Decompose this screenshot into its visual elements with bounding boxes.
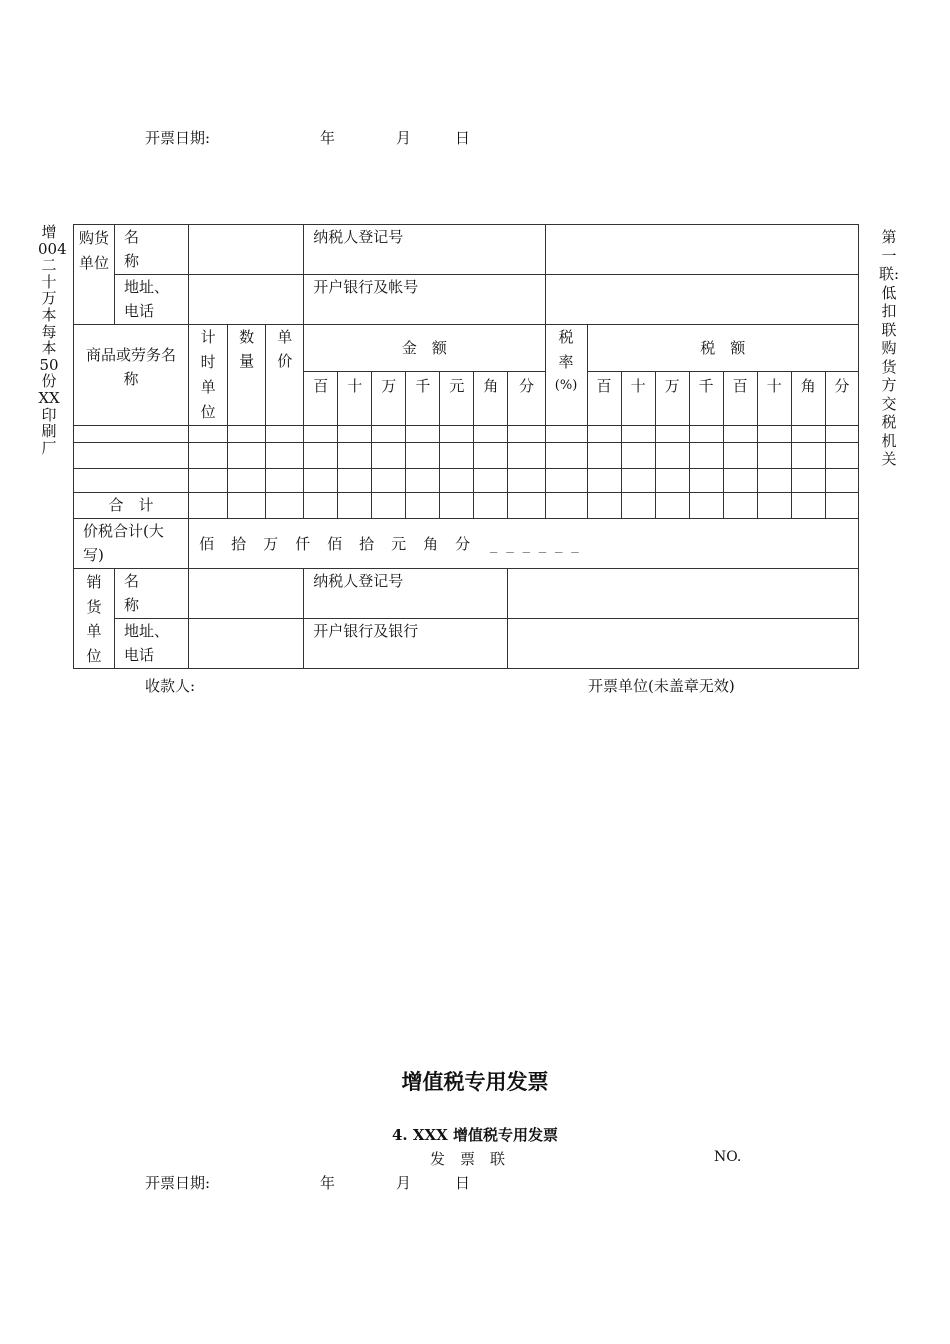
total-row (74, 493, 859, 519)
capital-total-units: 佰 拾 万 仟 佰 拾 元 角 分 (199, 534, 472, 553)
amount-digit-wan: 万 (372, 372, 406, 426)
capital-total-blanks: _ _ _ _ _ _ (489, 534, 581, 553)
bottom-issue-date-year: 年 (320, 1174, 336, 1192)
table-row[interactable] (74, 426, 859, 443)
amount-digit-jiao: 角 (474, 372, 508, 426)
capital-total-label: 价税合计(大写) (74, 519, 189, 569)
goods-name-header: 商品或劳务名称 (74, 325, 189, 426)
amount-header: 金 额 (304, 325, 545, 372)
total-label: 合 计 (74, 493, 189, 519)
document-subtitle: 4. XXX 增值税专用发票 (391, 1126, 559, 1144)
seller-address-field[interactable] (189, 619, 304, 669)
seller-bank-label: 开户银行及银行 (304, 619, 508, 669)
seller-group-label: 销货单位 (74, 569, 115, 669)
buyer-taxpayer-reg-label: 纳税人登记号 (304, 225, 545, 275)
issue-date-label: 开票日期: (145, 129, 211, 147)
invoice-number-label: NO. (714, 1149, 742, 1165)
document-title: 增值税专用发票 (401, 1070, 549, 1094)
tax-digit-hundred: 百 (723, 372, 757, 426)
quantity-header: 数量 (228, 325, 266, 426)
amount-digit-hundred-thousand: 百 (304, 372, 338, 426)
invoice-table (73, 224, 859, 669)
tax-amount-header: 税 额 (587, 325, 858, 372)
tax-digit-jiao: 角 (791, 372, 825, 426)
issue-date-month: 月 (396, 129, 412, 147)
copy-label: 发 票 联 (430, 1150, 506, 1168)
buyer-address-field[interactable] (189, 275, 304, 325)
bottom-issue-date-label: 开票日期: (145, 1174, 211, 1192)
seller-bank-field[interactable] (508, 619, 859, 669)
left-margin-text: 增004二十万本每本50份XX印刷厂 (38, 223, 67, 457)
buyer-bank-label: 开户银行及帐号 (304, 275, 545, 325)
bottom-issue-date-month: 月 (396, 1174, 412, 1192)
tax-digit-ten: 十 (757, 372, 791, 426)
tax-rate-unit: (%) (554, 378, 578, 393)
seller-address-label: 地址、电话 (115, 619, 189, 669)
seller-taxpayer-reg-label: 纳税人登记号 (304, 569, 508, 619)
seller-name-label: 名称 (115, 569, 189, 619)
tax-rate-label: 税率 (558, 328, 574, 371)
buyer-name-label: 名称 (115, 225, 189, 275)
buyer-taxpayer-reg-field[interactable] (545, 225, 859, 275)
unit-price-header: 单价 (266, 325, 304, 426)
payee-label: 收款人: (145, 677, 196, 695)
amount-digit-thousand: 千 (406, 372, 440, 426)
seller-taxpayer-reg-field[interactable] (508, 569, 859, 619)
buyer-name-field[interactable] (189, 225, 304, 275)
tax-digit-thousand: 千 (689, 372, 723, 426)
amount-digit-ten-thousand: 十 (338, 372, 372, 426)
tax-rate-header (545, 325, 587, 426)
right-margin-text: 第一联:低扣联 购货方交税机关 (878, 228, 912, 468)
unit-header: 计时单位 (189, 325, 228, 426)
seller-name-field[interactable] (189, 569, 304, 619)
buyer-bank-field[interactable] (545, 275, 859, 325)
amount-digit-yuan: 元 (440, 372, 474, 426)
capital-total-field[interactable] (189, 519, 859, 569)
tax-digit-wan: 万 (655, 372, 689, 426)
amount-digit-fen: 分 (508, 372, 545, 426)
tax-digit-ten-thousand: 十 (621, 372, 655, 426)
buyer-address-label: 地址、电话 (115, 275, 189, 325)
tax-digit-hundred-thousand: 百 (587, 372, 621, 426)
bottom-issue-date-day: 日 (455, 1174, 471, 1192)
buyer-group-label: 购货单位 (74, 225, 115, 325)
table-row[interactable] (74, 443, 859, 469)
issuer-label: 开票单位(未盖章无效) (588, 677, 735, 695)
issue-date-year: 年 (320, 129, 336, 147)
table-row[interactable] (74, 469, 859, 493)
tax-digit-fen: 分 (825, 372, 858, 426)
issue-date-day: 日 (455, 129, 471, 147)
